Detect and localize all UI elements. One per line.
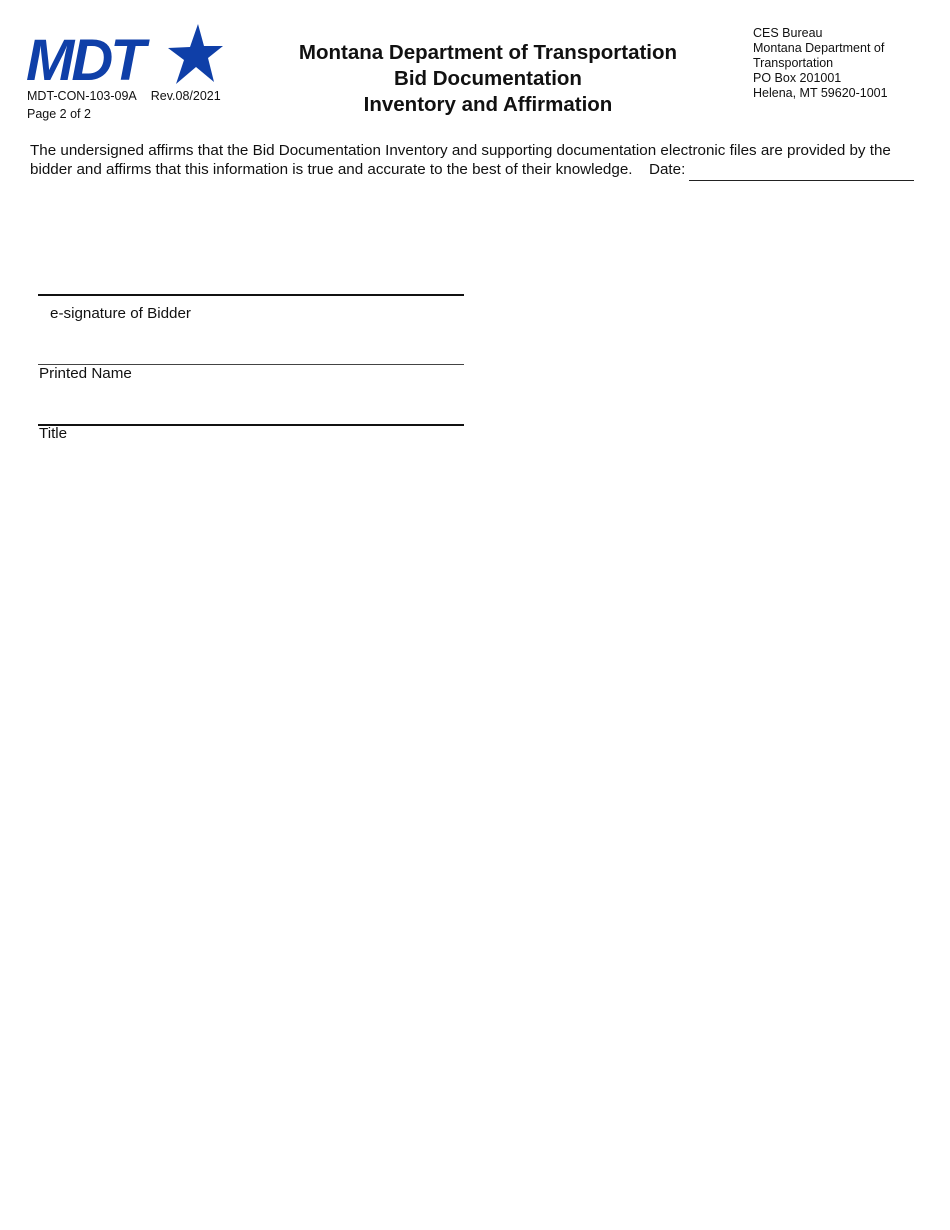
page-title — [270, 40, 706, 118]
page-number: Page 2 of 2 — [27, 107, 91, 121]
affirmation-statement: The undersigned affirms that the Bid Documentation Inventory and supporting documentation electronic files are provided by the bidder and affirms that this information is true and accurate to the best of their knowledge. — [30, 142, 891, 178]
date-label: Date: — [649, 161, 686, 178]
address-line: Transportation — [753, 56, 834, 70]
title-field[interactable] — [38, 424, 464, 426]
title-label: Title — [39, 425, 68, 442]
form-number: MDT-CON-103-09A — [27, 89, 137, 103]
title-line-1: Montana Department of Transportation — [298, 41, 678, 64]
date-field[interactable] — [689, 180, 914, 181]
esignature-field[interactable] — [38, 294, 464, 296]
address-line: CES Bureau — [753, 26, 823, 40]
address-line: Helena, MT 59620-1001 — [753, 86, 888, 100]
form-revision: Rev.08/2021 — [150, 89, 221, 103]
address-line: Montana Department of — [753, 41, 885, 55]
mdt-logo — [24, 22, 224, 86]
mailing-address — [753, 26, 888, 101]
logo-wordmark: MDT — [26, 28, 143, 86]
address-line: PO Box 201001 — [753, 71, 842, 85]
star-icon — [168, 24, 223, 84]
printed-name-label: Printed Name — [39, 365, 132, 382]
title-line-2: Bid Documentation — [394, 67, 582, 90]
form-identifier — [27, 89, 221, 103]
esignature-label: e-signature of Bidder — [50, 305, 191, 322]
title-line-3: Inventory and Affirmation — [363, 93, 613, 116]
